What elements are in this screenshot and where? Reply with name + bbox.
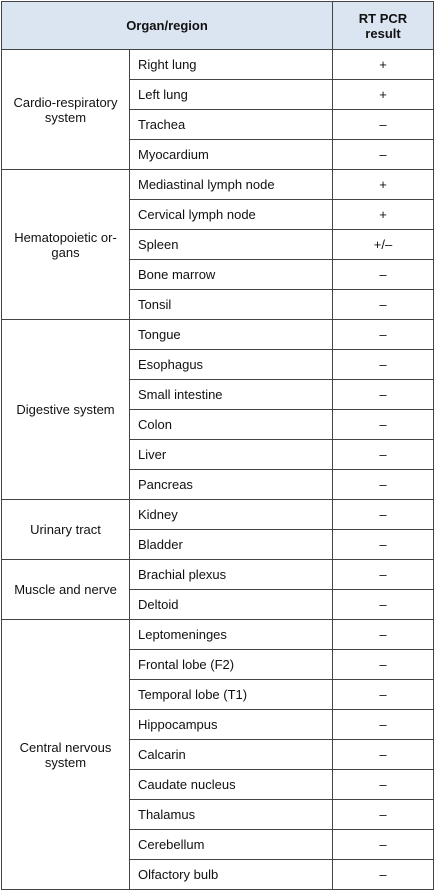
organ-region-cell: Frontal lobe (F2) — [130, 650, 333, 680]
rt-pcr-result-cell: – — [333, 530, 434, 560]
rt-pcr-result-cell: + — [333, 170, 434, 200]
organ-region-cell: Kidney — [130, 500, 333, 530]
organ-region-cell: Bone marrow — [130, 260, 333, 290]
organ-region-cell: Caudate nucleus — [130, 770, 333, 800]
table-body — [2, 50, 434, 890]
rt-pcr-result-cell: + — [333, 50, 434, 80]
organ-region-cell: Myocardium — [130, 140, 333, 170]
organ-system-cell: Central nervous system — [2, 620, 130, 890]
organ-region-cell: Right lung — [130, 50, 333, 80]
organ-system-cell: Cardio-respiratory system — [2, 50, 130, 170]
rt-pcr-result-cell: – — [333, 680, 434, 710]
rt-pcr-result-cell: – — [333, 110, 434, 140]
organ-system-cell: Urinary tract — [2, 500, 130, 560]
rt-pcr-result-cell: – — [333, 290, 434, 320]
organ-region-cell: Left lung — [130, 80, 333, 110]
rt-pcr-result-cell: – — [333, 470, 434, 500]
rt-pcr-result-cell: – — [333, 500, 434, 530]
organ-region-cell: Cervical lymph node — [130, 200, 333, 230]
table-row — [2, 620, 434, 650]
organ-region-cell: Deltoid — [130, 590, 333, 620]
organ-region-cell: Small intestine — [130, 380, 333, 410]
header-rt-pcr-result: RT PCR result — [333, 2, 434, 50]
rt-pcr-result-cell: – — [333, 800, 434, 830]
rt-pcr-result-cell: – — [333, 410, 434, 440]
table-row — [2, 50, 434, 80]
rt-pcr-result-cell: – — [333, 380, 434, 410]
header-row — [2, 2, 434, 50]
pcr-results-table — [1, 1, 434, 890]
organ-region-cell: Spleen — [130, 230, 333, 260]
rt-pcr-result-cell: – — [333, 320, 434, 350]
organ-region-cell: Esophagus — [130, 350, 333, 380]
rt-pcr-result-cell: – — [333, 560, 434, 590]
organ-region-cell: Calcarin — [130, 740, 333, 770]
rt-pcr-result-cell: – — [333, 590, 434, 620]
table-row — [2, 500, 434, 530]
rt-pcr-result-cell: – — [333, 620, 434, 650]
rt-pcr-result-cell: – — [333, 260, 434, 290]
rt-pcr-result-cell: – — [333, 710, 434, 740]
organ-system-cell: Digestive system — [2, 320, 130, 500]
organ-system-cell: Muscle and nerve — [2, 560, 130, 620]
header-organ-region: Organ/region — [2, 2, 333, 50]
rt-pcr-result-cell: – — [333, 140, 434, 170]
organ-region-cell: Hippocampus — [130, 710, 333, 740]
rt-pcr-result-cell: – — [333, 650, 434, 680]
organ-region-cell: Cerebellum — [130, 830, 333, 860]
rt-pcr-result-cell: – — [333, 860, 434, 890]
rt-pcr-result-cell: +/– — [333, 230, 434, 260]
rt-pcr-result-cell: + — [333, 80, 434, 110]
table-row — [2, 170, 434, 200]
organ-region-cell: Olfactory bulb — [130, 860, 333, 890]
organ-region-cell: Bladder — [130, 530, 333, 560]
rt-pcr-result-cell: – — [333, 440, 434, 470]
organ-region-cell: Pancreas — [130, 470, 333, 500]
organ-region-cell: Liver — [130, 440, 333, 470]
organ-region-cell: Leptomeninges — [130, 620, 333, 650]
organ-region-cell: Tongue — [130, 320, 333, 350]
rt-pcr-result-cell: – — [333, 740, 434, 770]
rt-pcr-result-cell: – — [333, 350, 434, 380]
rt-pcr-result-cell: – — [333, 830, 434, 860]
table-row — [2, 320, 434, 350]
organ-region-cell: Tonsil — [130, 290, 333, 320]
organ-system-cell: Hematopoietic or-gans — [2, 170, 130, 320]
organ-region-cell: Temporal lobe (T1) — [130, 680, 333, 710]
organ-region-cell: Colon — [130, 410, 333, 440]
organ-region-cell: Thalamus — [130, 800, 333, 830]
organ-region-cell: Mediastinal lymph node — [130, 170, 333, 200]
organ-region-cell: Brachial plexus — [130, 560, 333, 590]
organ-region-cell: Trachea — [130, 110, 333, 140]
rt-pcr-result-cell: – — [333, 770, 434, 800]
rt-pcr-result-cell: + — [333, 200, 434, 230]
table-row — [2, 560, 434, 590]
